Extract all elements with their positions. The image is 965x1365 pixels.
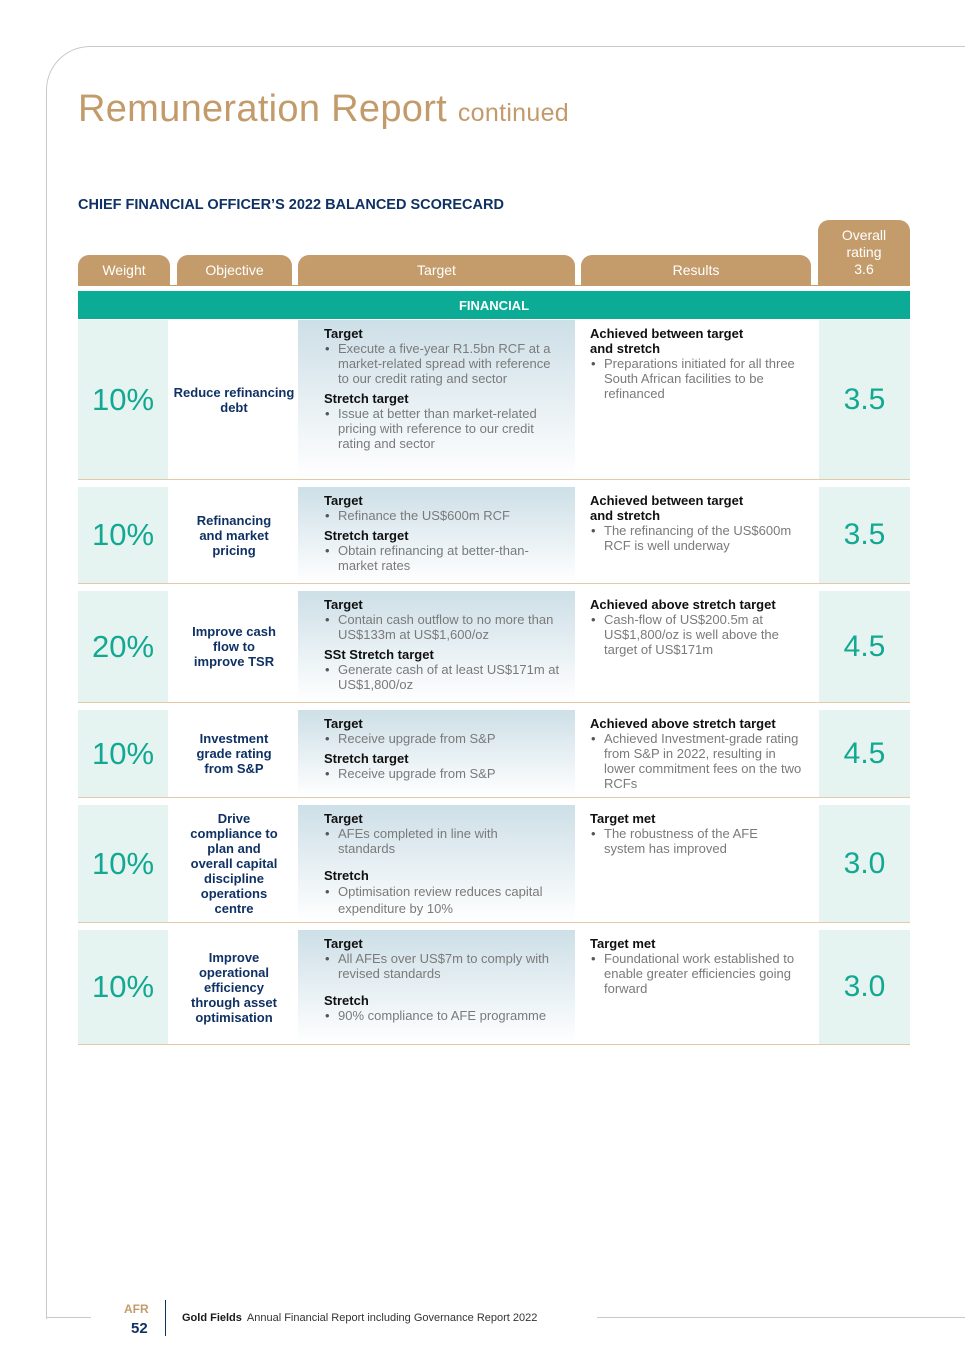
result-label: Achieved above stretch target <box>590 716 776 731</box>
column-header-objective: Objective <box>177 255 292 285</box>
scorecard-row <box>78 487 910 583</box>
objective-cell: Investment grade rating from S&P <box>196 731 272 776</box>
target-cell <box>298 320 575 479</box>
page-title <box>78 88 569 131</box>
rating-cell: 3.0 <box>819 930 910 1044</box>
target-label: Target <box>324 493 363 508</box>
weight-cell: 10% <box>78 930 168 1044</box>
row-divider <box>78 479 910 480</box>
objective-cell: Reduce refinancing debt <box>173 384 295 415</box>
footer-brand: Gold Fields <box>182 1312 242 1324</box>
target-bullet: • Refinance the US$600m RCF <box>324 508 561 523</box>
results-cell <box>575 591 817 702</box>
result-label: Target met <box>590 936 656 951</box>
rating-cell: 3.0 <box>819 805 910 922</box>
footer-report-title: Annual Financial Report including Governance Report 2022 <box>246 1312 538 1324</box>
scorecard-row <box>78 320 910 479</box>
overall-label-line2: rating <box>846 244 882 260</box>
results-cell <box>575 930 817 1044</box>
row-divider <box>78 797 910 798</box>
row-divider <box>78 1044 910 1045</box>
footer-afr-label: AFR <box>124 1302 149 1316</box>
target-label: Target <box>324 716 363 731</box>
weight-cell: 10% <box>78 320 168 479</box>
result-bullet: • Preparations initiated for all three South African facilities to be refinanced <box>590 356 804 401</box>
objective-cell: Improve operational efficiency through asset optimisation <box>191 949 277 1025</box>
footer-divider <box>165 1300 166 1336</box>
scorecard-row <box>78 591 910 702</box>
stretch-label: Stretch target <box>324 751 409 766</box>
target-cell <box>298 805 575 922</box>
target-cell <box>298 710 575 797</box>
footer-rule-left <box>46 1317 91 1318</box>
results-cell <box>575 710 817 797</box>
target-bullet: • AFEs completed in line with standards <box>324 826 538 856</box>
results-cell <box>575 320 817 479</box>
result-bullet: • The robustness of the AFE system has improved <box>590 826 784 856</box>
target-bullet: • Contain cash outflow to no more than US$133m at US$1,600/oz <box>324 612 561 642</box>
page-number: 52 <box>131 1320 148 1337</box>
stretch-bullet: • Optimisation review reduces capital expenditure by 10% <box>324 883 561 917</box>
header-divider <box>78 285 910 286</box>
target-cell <box>298 487 575 583</box>
target-cell <box>298 930 575 1044</box>
page-title-suffix: continued <box>457 99 569 127</box>
objective-cell: Drive compliance to plan and overall capital discipline operations centre <box>190 811 278 916</box>
weight-cell: 20% <box>78 591 168 702</box>
weight-cell: 10% <box>78 710 168 797</box>
stretch-bullet: • 90% compliance to AFE programme <box>324 1008 561 1023</box>
row-divider <box>78 702 910 703</box>
column-header-results: Results <box>581 255 811 285</box>
weight-cell: 10% <box>78 805 168 922</box>
target-label: Target <box>324 597 363 612</box>
stretch-label: Stretch <box>324 868 369 883</box>
column-header-overall-rating <box>818 220 910 285</box>
rating-cell: 4.5 <box>819 591 910 702</box>
rating-cell: 3.5 <box>819 487 910 583</box>
scorecard-row <box>78 710 910 797</box>
footer-rule-right <box>597 1317 965 1318</box>
target-label: Target <box>324 326 363 341</box>
result-bullet: • The refinancing of the US$600m RCF is well underway <box>590 523 804 553</box>
scorecard-row <box>78 805 910 922</box>
result-label: Target met <box>590 811 656 826</box>
result-bullet: • Foundational work established to enable greater efficiencies going forward <box>590 951 804 996</box>
stretch-label: Stretch <box>324 993 369 1008</box>
objective-cell: Improve cash flow to improve TSR <box>192 624 276 669</box>
target-bullet: • Receive upgrade from S&P <box>324 731 561 746</box>
stretch-bullet: • Issue at better than market-related pricing with reference to our credit rating and sector <box>324 406 561 451</box>
stretch-label: SSt Stretch target <box>324 647 434 662</box>
target-label: Target <box>324 936 363 951</box>
result-label: Achieved between target and stretch <box>590 326 744 356</box>
overall-rating-value: 3.6 <box>854 261 874 277</box>
result-label: Achieved between target and stretch <box>590 493 744 523</box>
weight-cell: 10% <box>78 487 168 583</box>
row-divider <box>78 583 910 584</box>
column-header-weight: Weight <box>78 255 170 285</box>
category-band: FINANCIAL <box>78 291 910 319</box>
target-label: Target <box>324 811 363 826</box>
stretch-bullet: • Generate cash of at least US$171m at US$1,800/oz <box>324 662 561 692</box>
rating-cell: 4.5 <box>819 710 910 797</box>
result-bullet: • Achieved Investment-grade rating from S&P in 2022, resulting in lower commitment fees on the two RCFs <box>590 731 804 791</box>
scorecard-row <box>78 930 910 1044</box>
result-bullet: • Cash-flow of US$200.5m at US$1,800/oz is well above the target of US$171m <box>590 612 804 657</box>
overall-label-line1: Overall <box>841 227 887 243</box>
target-cell <box>298 591 575 702</box>
results-cell <box>575 487 817 583</box>
rating-cell: 3.5 <box>819 320 910 479</box>
page-title-main: Remuneration Report <box>78 88 448 130</box>
target-bullet: • All AFEs over US$7m to comply with revised standards <box>324 951 561 981</box>
stretch-label: Stretch target <box>324 391 409 406</box>
results-cell <box>575 805 817 922</box>
objective-cell: Refinancing and market pricing <box>196 512 272 558</box>
result-label: Achieved above stretch target <box>590 597 776 612</box>
column-header-target: Target <box>298 255 575 285</box>
stretch-bullet: • Obtain refinancing at better-than-market rates <box>324 543 561 573</box>
stretch-label: Stretch target <box>324 528 409 543</box>
footer-text <box>182 1312 537 1324</box>
stretch-bullet: • Receive upgrade from S&P <box>324 766 561 781</box>
row-divider <box>78 922 910 923</box>
scorecard-heading: CHIEF FINANCIAL OFFICER’S 2022 BALANCED SCORECARD <box>78 197 504 213</box>
target-bullet: • Execute a five-year R1.5bn RCF at a market-related spread with reference to our credit rating and sector <box>324 341 561 386</box>
